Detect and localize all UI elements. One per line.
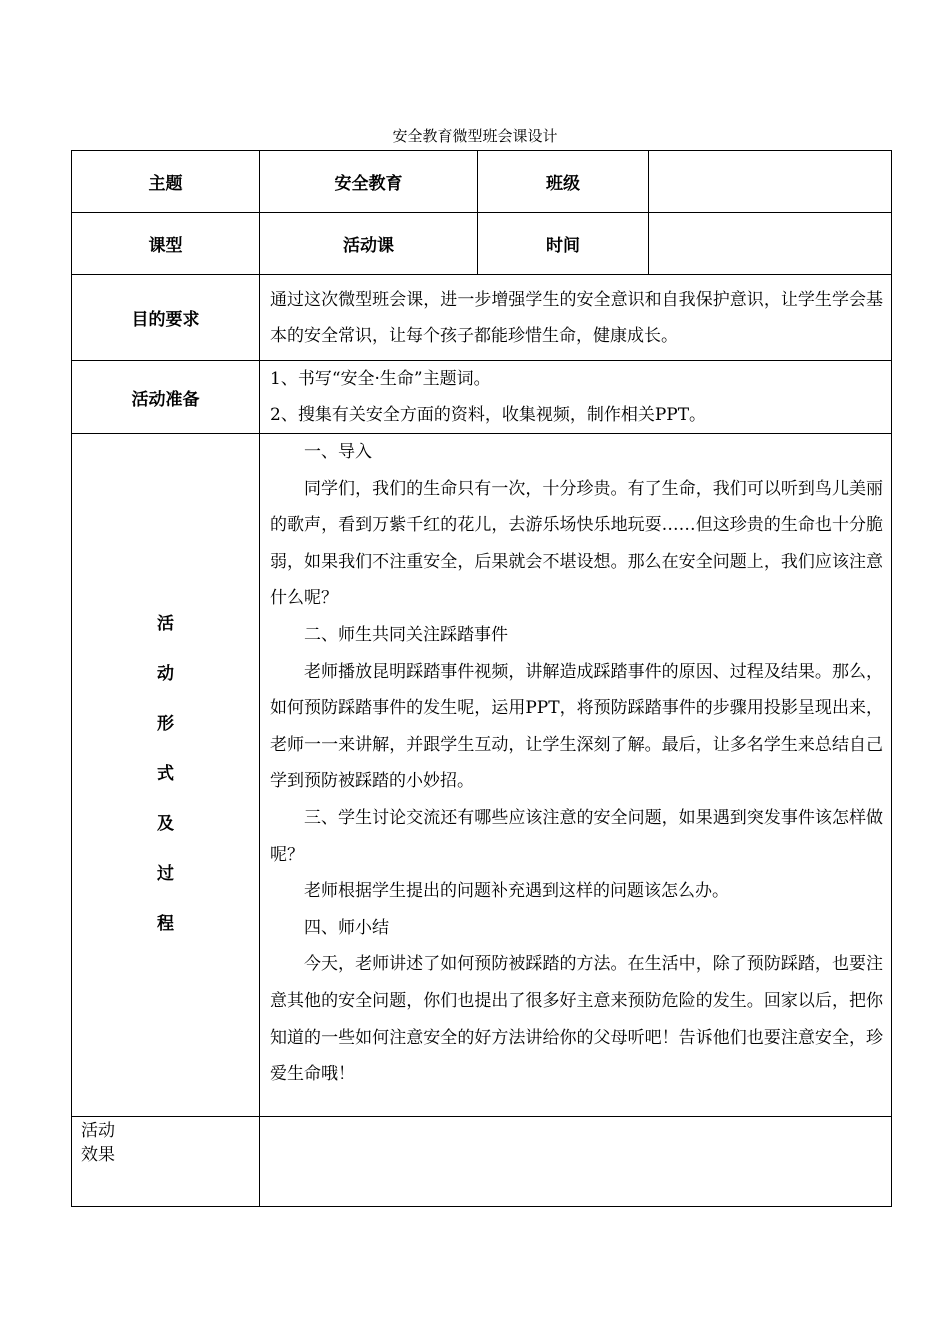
class-value[interactable]: [649, 151, 892, 213]
prep-row: [72, 361, 892, 434]
time-label: 时间: [478, 213, 649, 275]
process-paragraph: 老师播放昆明踩踏事件视频，讲解造成踩踏事件的原因、过程及结果。那么，如何预防踩踏事件的发生呢，运用PPT，将预防踩踏事件的步骤用投影呈现出来，老师一一来讲解，并跟学生互动，让学生深刻了解。最后，让多名学生来总结自己学到预防被踩踏的小妙招。: [270, 661, 883, 792]
process-paragraph: 同学们，我们的生命只有一次，十分珍贵。有了生命，我们可以听到鸟儿美丽的歌声，看到万紫千红的花儿，去游乐场快乐地玩耍……但这珍贵的生命也十分脆弱，如果我们不注重安全，后果就会不堪设想。那么在安全问题上，我们应该注意什么呢？: [270, 478, 883, 609]
document-title: 安全教育微型班会课设计: [392, 127, 558, 145]
lesson-plan-table: [71, 150, 892, 1207]
prep-label: 活动准备: [72, 361, 260, 434]
effect-label-line: 效果: [81, 1145, 115, 1165]
process-label-char: 程: [157, 913, 174, 934]
process-label-char: 及: [157, 813, 174, 834]
process-paragraph: 今天，老师讲述了如何预防被踩踏的方法。在生活中，除了预防踩踏，也要注意其他的安全问题，你们也提出了很多好主意来预防危险的发生。回家以后，把你知道的一些如何注意安全的好方法讲给你的父母听吧！告诉他们也要注意安全，珍爱生命哦！: [270, 954, 883, 1085]
prep-list: [260, 361, 892, 434]
process-label: [72, 434, 260, 1117]
process-text: [260, 434, 892, 1117]
process-label-char: 式: [157, 763, 174, 784]
effect-row: [72, 1117, 892, 1207]
process-paragraph: 一、导入: [304, 442, 372, 462]
theme-value: 安全教育: [260, 151, 478, 213]
process-paragraph: 四、师小结: [304, 917, 389, 938]
process-label-char: 过: [157, 863, 174, 884]
prep-item: 1、书写“安全·生命”主题词。: [270, 369, 491, 389]
effect-text[interactable]: [260, 1117, 892, 1207]
process-label-char: 动: [157, 663, 174, 684]
theme-label: 主题: [72, 151, 260, 213]
type-label: 课型: [72, 213, 260, 275]
goal-label: 目的要求: [72, 275, 260, 361]
theme-row: [72, 151, 892, 213]
goal-text: 通过这次微型班会课，进一步增强学生的安全意识和自我保护意识，让学生学会基本的安全常识，让每个孩子都能珍惜生命，健康成长。: [260, 275, 892, 361]
goal-row: [72, 275, 892, 361]
type-value: 活动课: [260, 213, 478, 275]
process-paragraph: 二、师生共同关注踩踏事件: [304, 624, 508, 645]
process-label-char: 活: [157, 613, 174, 634]
process-row: [72, 434, 892, 1117]
type-row: [72, 213, 892, 275]
prep-item: 2、搜集有关安全方面的资料，收集视频，制作相关PPT。: [270, 405, 707, 425]
effect-label: [72, 1117, 260, 1207]
process-paragraph: 老师根据学生提出的问题补充遇到这样的问题该怎么办。: [304, 881, 729, 902]
time-value[interactable]: [649, 213, 892, 275]
effect-label-line: 活动: [81, 1121, 115, 1141]
process-paragraph: 三、学生讨论交流还有哪些应该注意的安全问题，如果遇到突发事件该怎样做呢？: [270, 807, 883, 865]
process-label-char: 形: [157, 713, 174, 734]
class-label: 班级: [478, 151, 649, 213]
